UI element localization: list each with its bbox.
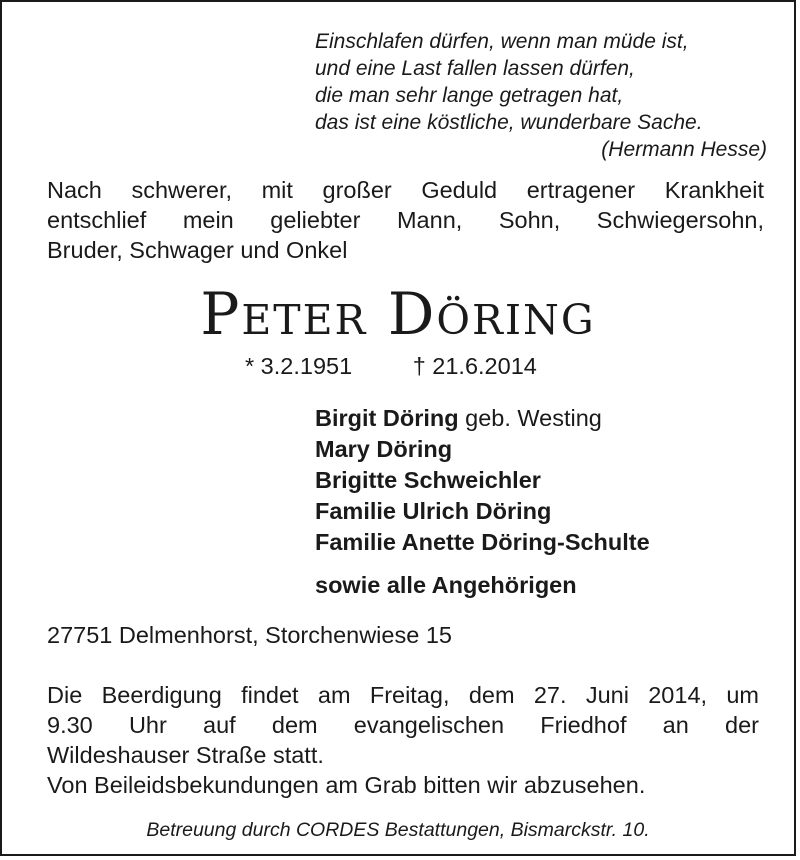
poem-line: das ist eine köstliche, wunderbare Sache. [315,111,703,134]
death-date: † 21.6.2014 [412,353,537,379]
funeral-details [47,680,759,800]
mourner-name: Mary Döring [315,436,453,462]
funeral-line: 9.30 Uhr auf dem evangelischen Friedhof an der [47,712,759,738]
mourner [315,403,650,434]
birth-date: * 3.2.1951 [245,353,353,379]
poem-line: Einschlafen dürfen, wenn man müde ist, [315,30,689,53]
poem-author: (Hermann Hesse) [601,138,767,161]
mourner-name: Brigitte Schweichler [315,467,541,493]
life-dates [245,351,537,381]
intro-text [47,175,764,265]
funeral-line: Die Beerdigung findet am Freitag, dem 27. Juni 2014, um [47,682,759,708]
deceased-name: Peter Döring [200,280,596,348]
mourner [315,496,650,527]
poem-line: die man sehr lange getragen hat, [315,84,624,107]
mourners-list [315,403,650,601]
poem-line: und eine Last fallen lassen dürfen, [315,57,635,80]
memorial-poem [315,28,767,163]
mourner [315,465,650,496]
mourner-note: geb. Westing [458,405,602,431]
mourner [315,527,650,558]
other-relatives: sowie alle Angehörigen [315,572,577,598]
intro-line: Bruder, Schwager und Onkel [47,237,348,263]
intro-line: Nach schwerer, mit großer Geduld ertragener Krankheit [47,177,764,203]
funeral-line: Von Beileidsbekundungen am Grab bitten wir abzusehen. [47,772,646,798]
mourner [315,434,650,465]
address: 27751 Delmenhorst, Storchenwiese 15 [47,622,452,648]
funeral-home-credit: Betreuung durch CORDES Bestattungen, Bismarckstr. 10. [146,819,650,841]
mourner-name: Familie Anette Döring-Schulte [315,529,650,555]
funeral-line: Wildeshauser Straße statt. [47,742,324,768]
mourner-name: Familie Ulrich Döring [315,498,552,524]
mourner-name: Birgit Döring [315,405,459,431]
intro-line: entschlief mein geliebter Mann, Sohn, Schwiegersohn, [47,207,764,233]
